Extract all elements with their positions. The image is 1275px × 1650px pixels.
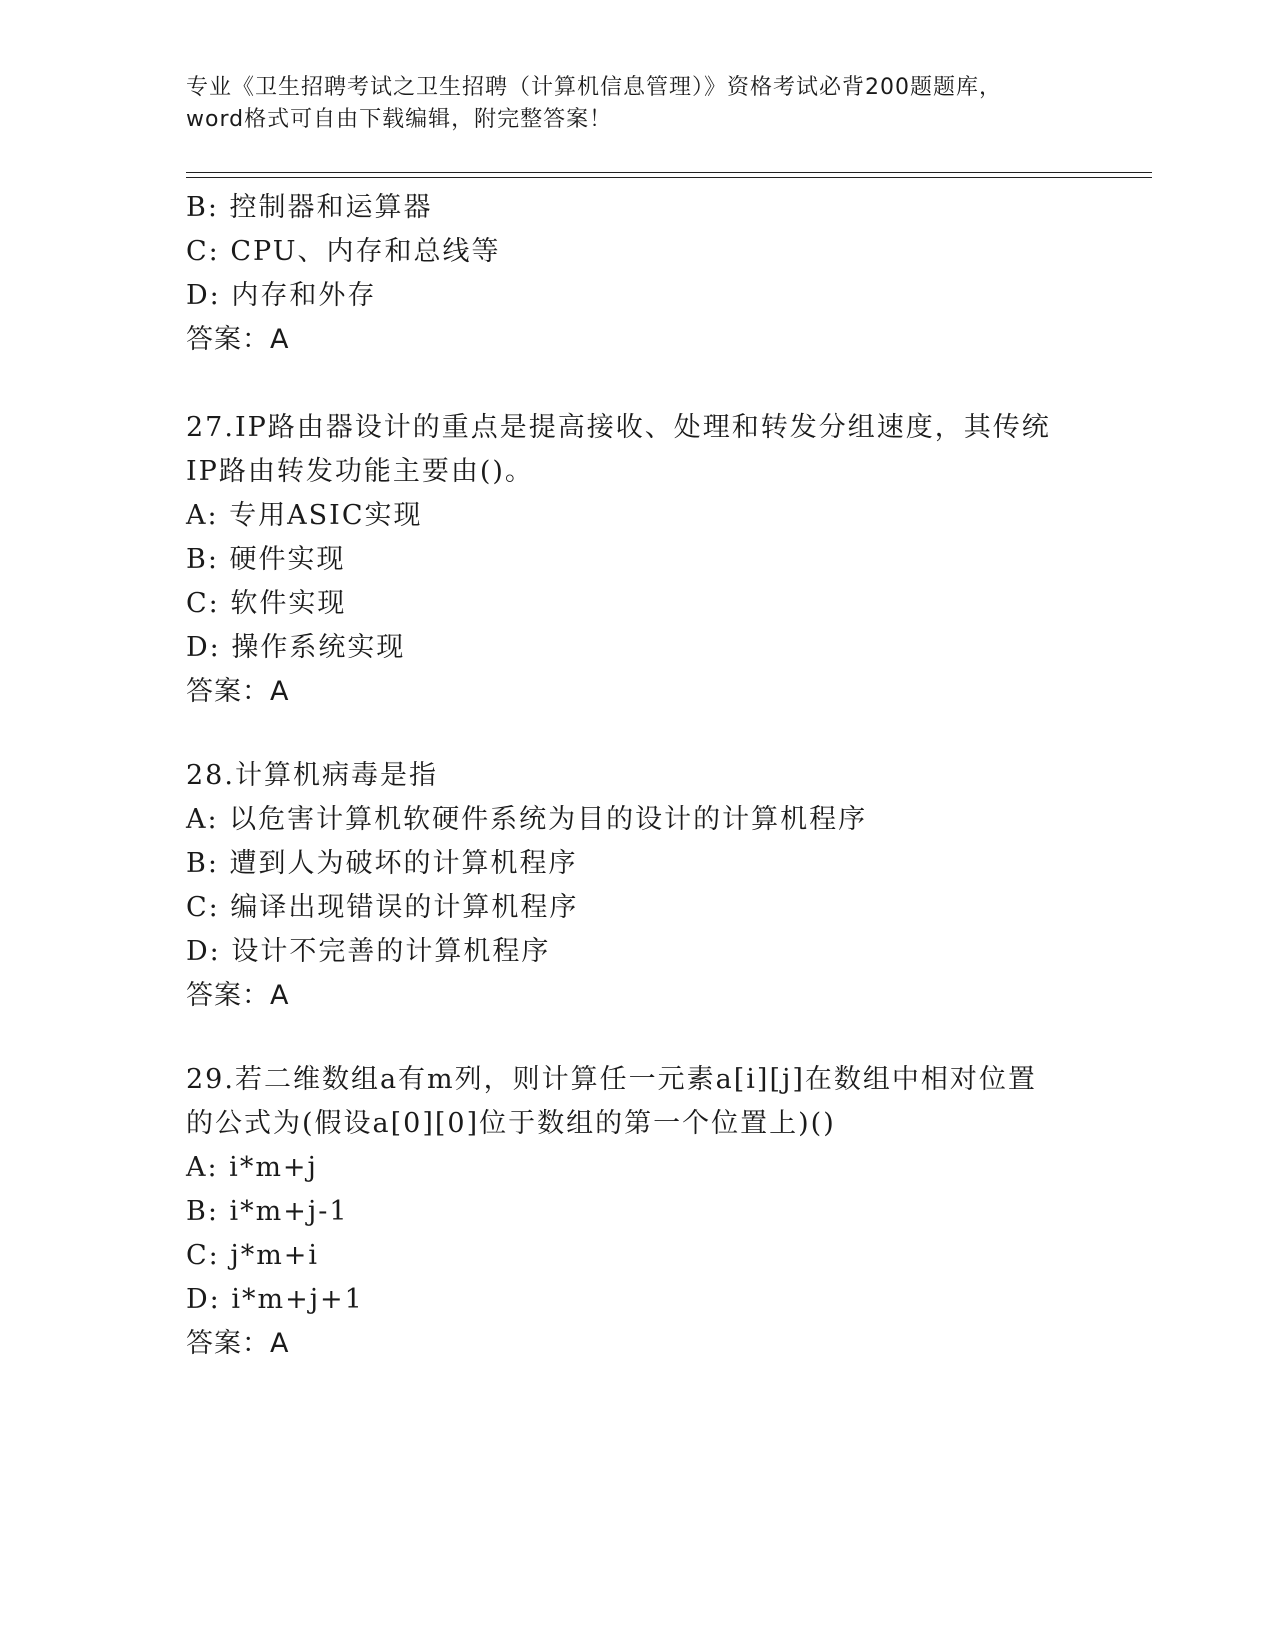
q27-option-a: A: 专用ASIC实现 bbox=[186, 500, 423, 531]
q28-option-d: D: 设计不完善的计算机程序 bbox=[186, 936, 551, 967]
q27-option-c: C: 软件实现 bbox=[186, 588, 347, 619]
q29-option-c: C: j*m+i bbox=[186, 1240, 320, 1271]
q27-stem-line-2: IP路由转发功能主要由()。 bbox=[186, 456, 534, 487]
header-title-line-2: word格式可自由下载编辑，附完整答案！ bbox=[186, 107, 613, 132]
q29-stem-line-1: 29.若二维数组a有m列，则计算任一元素a[i][j]在数组中相对位置 bbox=[186, 1064, 1037, 1095]
header-divider-bottom bbox=[186, 177, 1152, 178]
q28-option-a: A: 以危害计算机软硬件系统为目的设计的计算机程序 bbox=[186, 804, 868, 835]
prev-answer: 答案：A bbox=[186, 324, 290, 355]
q29-answer: 答案：A bbox=[186, 1328, 290, 1359]
header-title-line-1: 专业《卫生招聘考试之卫生招聘（计算机信息管理）》资格考试必背200题题库， bbox=[186, 75, 1002, 100]
q27-option-b: B: 硬件实现 bbox=[186, 544, 346, 575]
q29-stem-line-2: 的公式为(假设a[0][0]位于数组的第一个位置上)() bbox=[186, 1108, 836, 1139]
q28-answer: 答案：A bbox=[186, 980, 290, 1011]
prev-option-b: B: 控制器和运算器 bbox=[186, 192, 433, 223]
q28-stem-line-1: 28.计算机病毒是指 bbox=[186, 760, 438, 791]
q27-option-d: D: 操作系统实现 bbox=[186, 632, 406, 663]
q28-option-c: C: 编译出现错误的计算机程序 bbox=[186, 892, 579, 923]
q27-stem-line-1: 27.IP路由器设计的重点是提高接收、处理和转发分组速度，其传统 bbox=[186, 412, 1051, 443]
q29-option-b: B: i*m+j-1 bbox=[186, 1196, 349, 1227]
q29-option-d: D: i*m+j+1 bbox=[186, 1284, 364, 1315]
q28-option-b: B: 遭到人为破坏的计算机程序 bbox=[186, 848, 578, 879]
prev-option-d: D: 内存和外存 bbox=[186, 280, 377, 311]
header-divider-top bbox=[186, 172, 1152, 173]
q27-answer: 答案：A bbox=[186, 676, 290, 707]
q29-option-a: A: i*m+j bbox=[186, 1152, 318, 1183]
prev-option-c: C: CPU、内存和总线等 bbox=[186, 236, 501, 267]
